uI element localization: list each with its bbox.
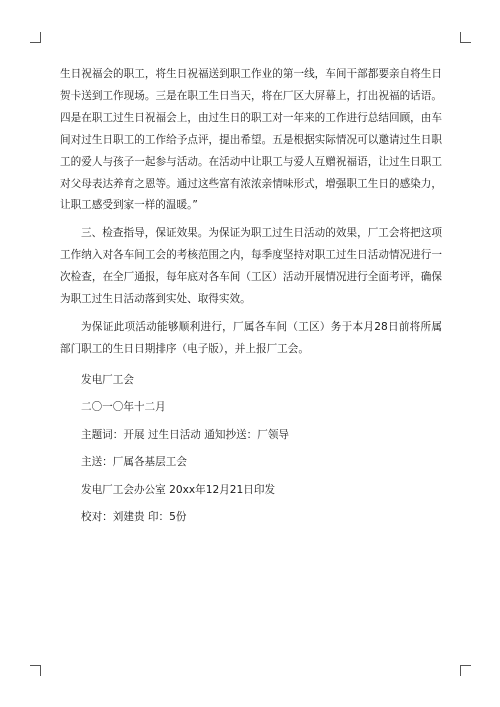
signature-line: 发电厂工会 bbox=[81, 373, 134, 386]
recipients-line: 主送：厂属各基层工会 bbox=[81, 456, 187, 469]
date-line: 二〇一〇年十二月 bbox=[81, 401, 166, 414]
issued-by-line: 发电厂工会办公室 20xx年12月21日印发 bbox=[81, 483, 276, 496]
proofread-line: 校对：刘建贵 印：5份 bbox=[81, 511, 187, 524]
body-paragraph-continued: 生日祝福会的职工，将生日祝福送到职工作业的第一线，车间干部都要亲自将生日贺卡送到工作现场。三是在职工生日当天，将在厂区大屏幕上，打出祝福的话语。四是在职工过生日祝福会上，由过生日的职工对一年来的工作进行总结回顾，由车间对过生日职工的工作给予点评，提出希望。五是根据实际情况可以邀请过生日职工的爱人与孩子一起参与活动。在活动中让职工与爱人互赠祝福语，让过生日职工对父母表达养育之恩等。通过这些富有浓浓亲情味形式，增强职工生日的感染力，让职工感受到家一样的温暖。” bbox=[60, 68, 442, 212]
body-paragraph-deadline: 为保证此项活动能够顺利进行，厂属各车间（工区）务于本月28日前将所属部门职工的生日日期排序（电子版），并上报厂工会。 bbox=[60, 320, 442, 355]
crop-mark-top-right bbox=[460, 32, 471, 43]
document-page bbox=[60, 64, 442, 532]
subject-keywords-line: 主题词：开展 过生日活动 通知抄送：厂领导 bbox=[81, 428, 290, 441]
crop-mark-bottom-right bbox=[460, 665, 471, 676]
body-paragraph-inspection: 三、检查指导，保证效果。为保证为职工过生日活动的效果，厂工会将把这项工作纳入对各车间工会的考核范围之内，每季度坚持对职工过生日活动情况进行一次检查，在全厂通报，每年底对各车间（工区）活动开展情况进行全面考评，确保为职工过生日活动落到实处、取得实效。 bbox=[60, 227, 442, 306]
crop-mark-bottom-left bbox=[30, 665, 41, 676]
crop-mark-top-left bbox=[30, 32, 41, 43]
